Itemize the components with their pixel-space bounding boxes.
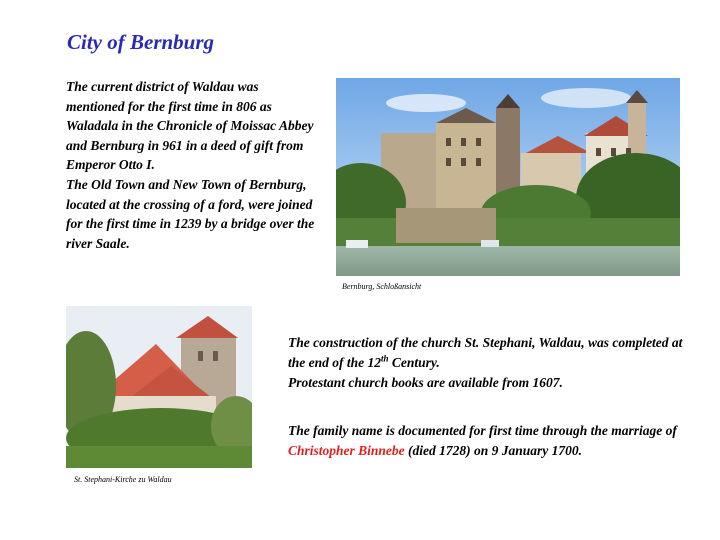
intro-text bbox=[66, 77, 316, 253]
castle-caption: Bernburg, Schloßansicht bbox=[342, 282, 422, 291]
church-photo bbox=[66, 306, 252, 468]
intro-paragraph-2: The Old Town and New Town of Bernburg, located at the crossing of a ford, were joined for the first time in 1239 by a bridge over the river Saale. bbox=[66, 176, 315, 251]
intro-paragraph-1: The current district of Waldau was mentioned for the first time in 806 as Waladala in the Chronicle of Moissac Abbey and Bernburg in 961 in a deed of gift from Emperor Otto I. bbox=[66, 79, 314, 173]
page-title: City of Bernburg bbox=[67, 30, 215, 54]
castle-photo bbox=[336, 78, 680, 276]
ordinal-suffix: th bbox=[381, 353, 389, 364]
church-caption: St. Stephani-Kirche zu Waldau bbox=[74, 475, 172, 484]
church-text-line2: Protestant church books are available from 1607. bbox=[288, 375, 563, 390]
person-name: Christopher Binnebe bbox=[288, 443, 405, 458]
church-text bbox=[288, 333, 688, 393]
family-text: The family name is documented for first time through the marriage of Christopher Binnebe (died 1728) on 9 January 1700. bbox=[288, 423, 677, 458]
church-text-line1: The construction of the church St. Stephani, Waldau, was completed at the end of the 12th Century. bbox=[288, 335, 683, 370]
